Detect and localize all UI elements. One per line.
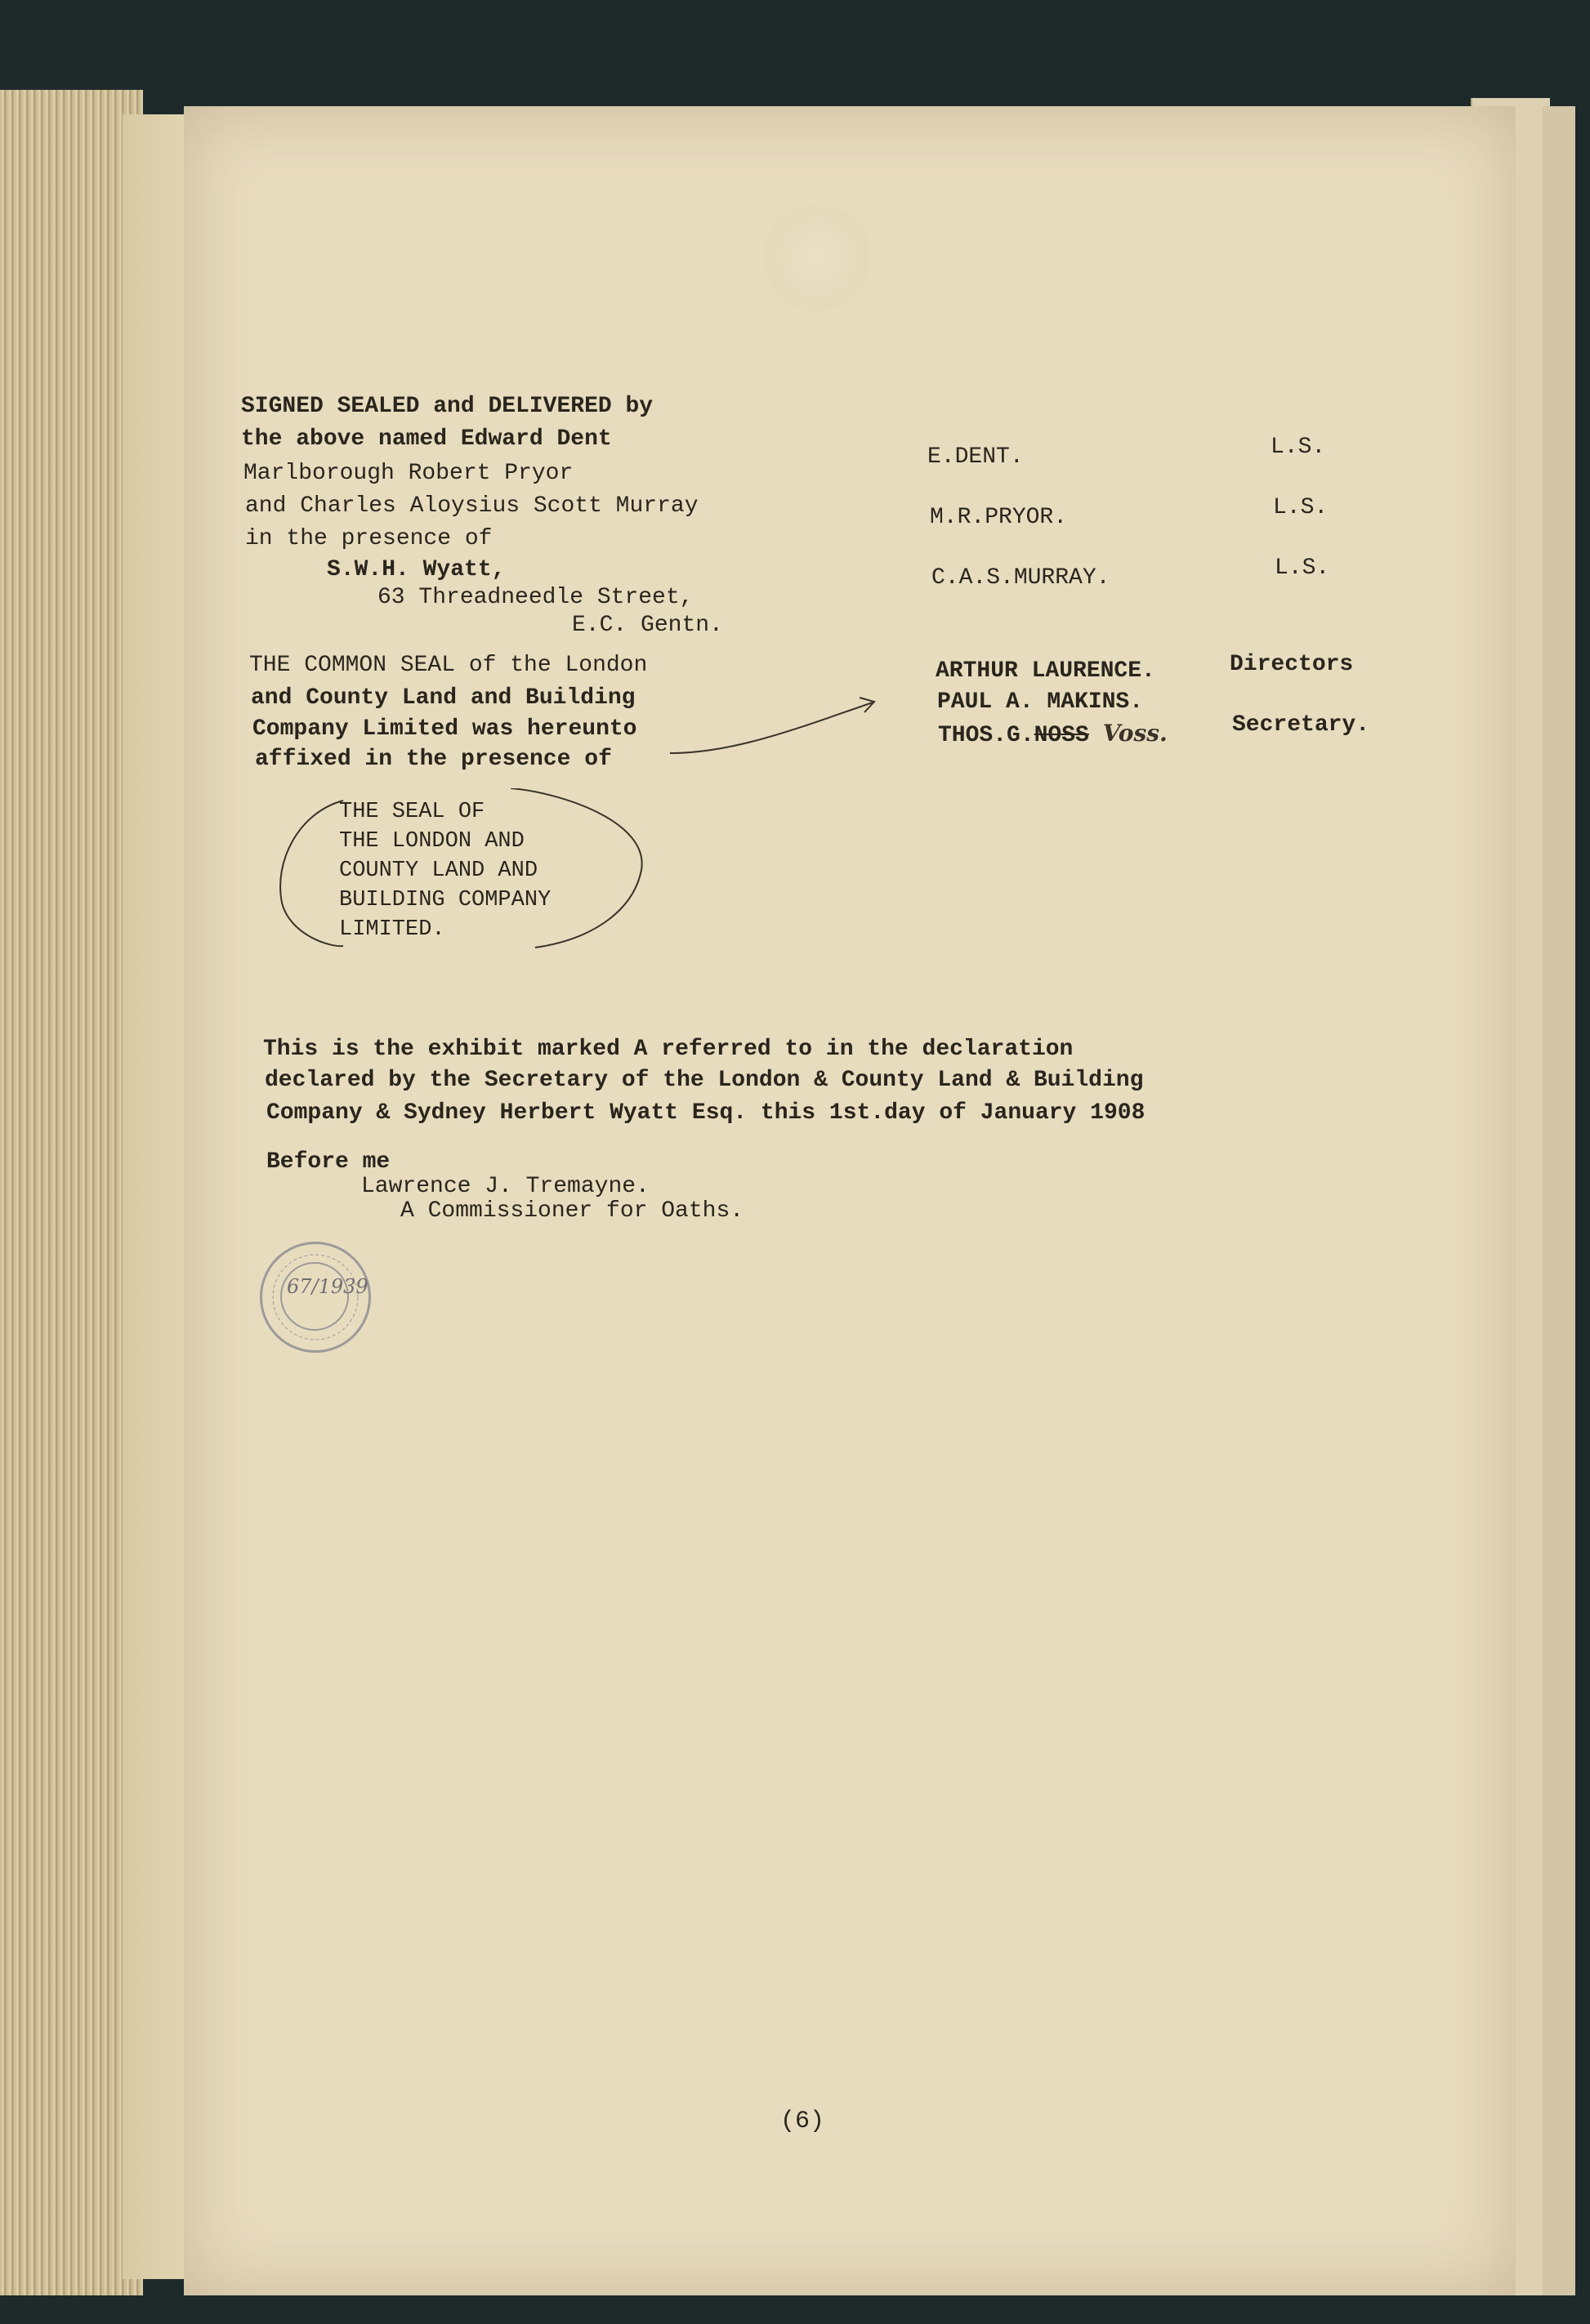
director-name: PAUL A. MAKINS. (937, 689, 1144, 715)
common-seal-line: THE COMMON SEAL of the London (249, 653, 648, 678)
right-book-edge (1543, 106, 1575, 2295)
seal-text-line: LIMITED. (339, 917, 445, 942)
secretary-handwritten-correction: Voss. (1102, 720, 1168, 747)
witness-name: S.W.H. Wyatt, (327, 557, 506, 582)
attestation-line: in the presence of (245, 526, 493, 551)
director-role: Directors (1230, 652, 1354, 677)
director-name: ARTHUR LAURENCE. (936, 658, 1155, 684)
signature-mark: L.S. (1275, 555, 1330, 581)
witness-address: 63 Threadneedle Street, (377, 585, 694, 610)
signature-name: M.R.PRYOR. (930, 505, 1068, 530)
common-seal-line: Company Limited was hereunto (252, 716, 637, 742)
embossed-crest (756, 204, 878, 310)
exhibit-line: Before me (266, 1149, 391, 1175)
seal-text-line: BUILDING COMPANY (339, 888, 552, 912)
exhibit-line: Company & Sydney Herbert Wyatt Esq. this 1st.day of January 1908 (266, 1100, 1146, 1126)
attestation-line: and Charles Aloysius Scott Murray (245, 493, 699, 519)
signature-name: C.A.S.MURRAY. (931, 565, 1110, 591)
exhibit-line: This is the exhibit marked A referred to in the declaration (263, 1037, 1074, 1062)
secretary-role: Secretary. (1232, 712, 1370, 738)
page-number: (6) (780, 2108, 825, 2135)
witness-address: E.C. Gentn. (572, 613, 723, 638)
secretary-prefix: THOS.G. (938, 723, 1034, 748)
seal-text-line: THE LONDON AND (339, 829, 525, 854)
common-seal-line: affixed in the presence of (255, 747, 612, 772)
attestation-line: the above named Edward Dent (241, 426, 612, 452)
signature-name: E.DENT. (927, 444, 1024, 470)
attestation-line: Marlborough Robert Pryor (243, 461, 574, 486)
arrow-icon (654, 686, 882, 760)
secretary-name (938, 717, 1168, 752)
company-seal (266, 788, 650, 952)
signature-mark: L.S. (1273, 495, 1329, 520)
exhibit-line: declared by the Secretary of the London & County Land & Building (265, 1068, 1144, 1093)
seal-text-line: THE SEAL OF (339, 800, 485, 824)
stamp-handwritten-mark: 67/1939 (287, 1275, 368, 1298)
seal-text-line: COUNTY LAND AND (339, 859, 538, 883)
registry-stamp (260, 1242, 371, 1353)
commissioner-title: A Commissioner for Oaths. (400, 1198, 744, 1224)
secretary-struck-text: NOSS (1034, 723, 1089, 748)
attestation-line: SIGNED SEALED and DELIVERED by (241, 394, 654, 419)
common-seal-line: and County Land and Building (251, 685, 636, 711)
book-left-edge (0, 90, 143, 2295)
commissioner-name: Lawrence J. Tremayne. (361, 1174, 650, 1199)
signature-mark: L.S. (1271, 435, 1326, 460)
